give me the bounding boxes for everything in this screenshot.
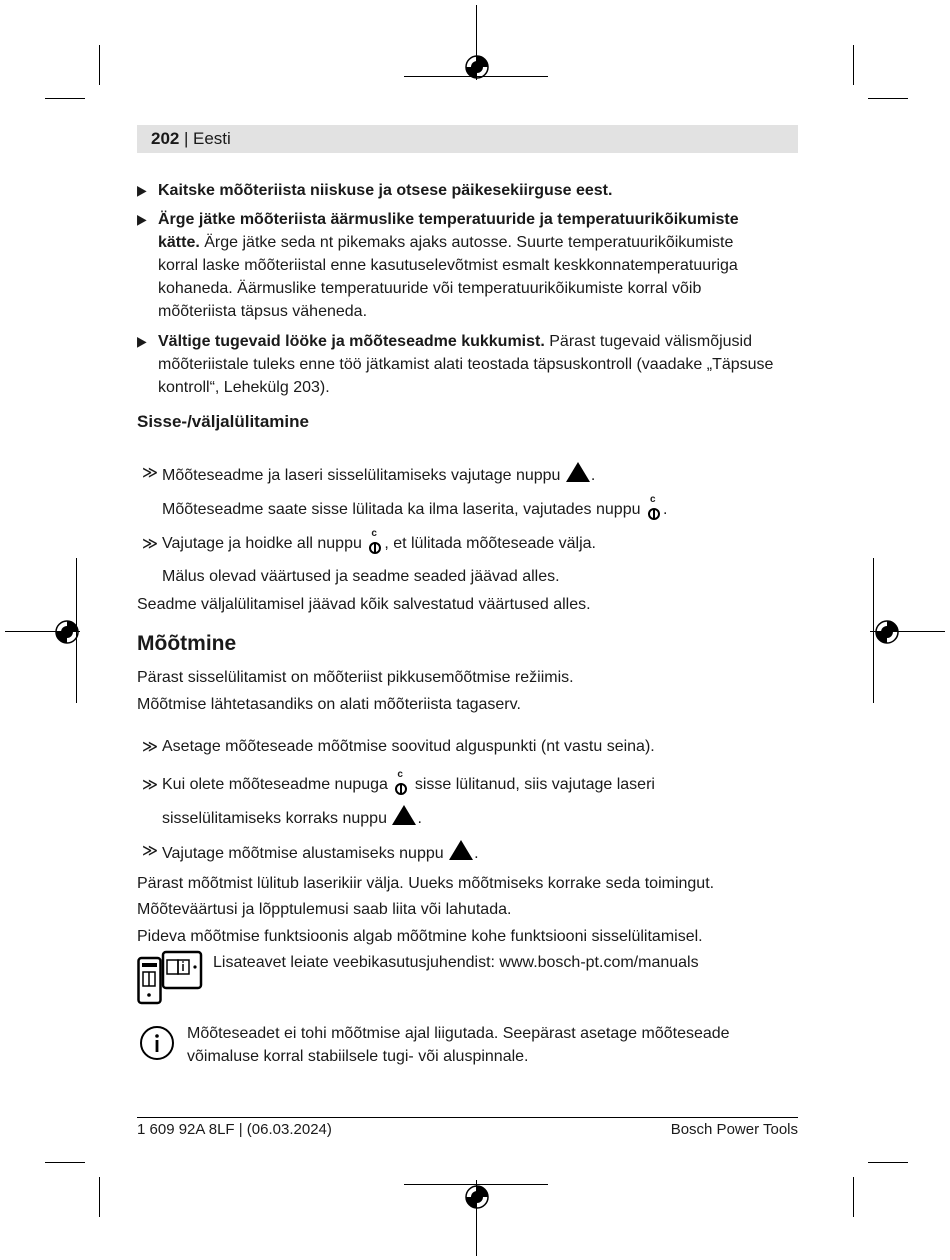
page-number: 202 xyxy=(151,129,180,148)
footer-rule xyxy=(137,1117,798,1118)
measure-button-triangle-icon xyxy=(448,839,474,861)
power-button-icon: c xyxy=(392,773,410,795)
info-note: Mõõteseadet ei tohi mõõtmise ajal liigutada. Seepärast asetage mõõteseade võimaluse korral stabiilsele tugi- või aluspinnale. xyxy=(187,1025,730,1065)
onoff-paragraph: Seadme väljalülitamisel jäävad kõik salvestatud väärtused alles. xyxy=(137,596,591,613)
bullet-arrow-icon: ▶ xyxy=(137,333,147,349)
footer-doc-id: 1 609 92A 8LF | (06.03.2024) xyxy=(137,1121,332,1138)
onoff-note-1: Mõõteseadme saate sisse lülitada ka ilma laserita, vajutades nuppu c . xyxy=(162,494,668,518)
step-chevron-icon: ≫ xyxy=(142,737,159,756)
onoff-step-1: Mõõteseadme ja laseri sisselülitamiseks vajutage nuppu . xyxy=(162,461,595,487)
step-chevron-icon: ≫ xyxy=(142,463,159,482)
safety-bullet-1: Kaitske mõõteriista niiskuse ja otsese päikesekiirguse eest. xyxy=(158,182,613,199)
registration-mark-top xyxy=(462,52,492,82)
bullet-arrow-icon: ▶ xyxy=(137,211,147,227)
step-chevron-icon: ≫ xyxy=(142,775,159,794)
onoff-note-2: Mälus olevad väärtused ja seadme seaded jäävad alles. xyxy=(162,568,560,585)
power-button-icon: c xyxy=(645,498,663,520)
onoff-step-2: Vajutage ja hoidke all nuppu c , et lülitada mõõteseade välja. xyxy=(162,528,596,552)
registration-mark-bottom xyxy=(462,1182,492,1212)
registration-mark-right xyxy=(872,617,902,647)
measure-paragraph-2: Mõõtmise lähtetasandiks on alati mõõteriista tagaserv. xyxy=(137,696,521,713)
step-chevron-icon: ≫ xyxy=(142,841,159,860)
bullet-arrow-icon: ▶ xyxy=(137,182,147,198)
online-manual-note: Lisateavet leiate veebikasutusjuhendist: www.bosch-pt.com/manuals xyxy=(213,954,699,971)
measure-paragraph-5: Pideva mõõtmise funktsioonis algab mõõtmine kohe funktsiooni sisselülitamisel. xyxy=(137,928,703,945)
measure-button-triangle-icon xyxy=(565,461,591,483)
step-chevron-icon: ≫ xyxy=(142,534,159,553)
header-language: Eesti xyxy=(193,129,231,148)
page-header xyxy=(137,125,798,153)
section-title-measure: Mõõtmine xyxy=(137,632,237,655)
header-separator: | xyxy=(184,129,189,148)
section-title-onoff: Sisse-/väljalülitamine xyxy=(137,412,309,431)
info-icon xyxy=(139,1025,175,1061)
safety-bullet-2: Ärge jätke mõõteriista äärmuslike temperatuuride ja temperatuurikõikumiste kätte. Ärge jätke seda nt pikemaks ajaks autosse. Suurte temperatuurikõikumiste korral laske mõõteriistal enne kasutuselevõtmist esmalt keskkonnatemperatuuriga kohaneda. Äärmuslike temperatuuride või temperatuurikõikumiste korral võib mõõteriista täpsus väheneda. xyxy=(158,211,739,320)
measure-step-3: Vajutage mõõtmise alustamiseks nuppu . xyxy=(162,839,479,865)
online-manual-icon xyxy=(137,950,203,1006)
measure-paragraph-1: Pärast sisselülitamist on mõõteriist pikkusemõõtmise režiimis. xyxy=(137,669,574,686)
power-button-icon: c xyxy=(366,532,384,554)
measure-step-2: Kui olete mõõteseadme nupuga c sisse lülitanud, siis vajutage laseri sisselülitamiseks korraks nuppu . xyxy=(162,769,655,827)
measure-button-triangle-icon xyxy=(391,804,417,826)
registration-mark-left xyxy=(52,617,82,647)
measure-step-1: Asetage mõõteseade mõõtmise soovitud alguspunkti (nt vastu seina). xyxy=(162,738,655,755)
safety-bullet-3: Vältige tugevaid lööke ja mõõteseadme kukkumist. Pärast tugevaid välismõjusid mõõteriistale tuleks enne töö jätkamist alati teostada täpsuskontroll (vaadake „Täpsuse kontroll“, Lehekülg 203). xyxy=(158,333,774,396)
measure-paragraph-3: Pärast mõõtmist lülitub laserikiir välja. Uueks mõõtmiseks korrake seda toimingut. xyxy=(137,875,715,892)
footer-brand: Bosch Power Tools xyxy=(670,1121,798,1138)
measure-paragraph-4: Mõõteväärtusi ja lõpptulemusi saab liita või lahutada. xyxy=(137,901,512,918)
